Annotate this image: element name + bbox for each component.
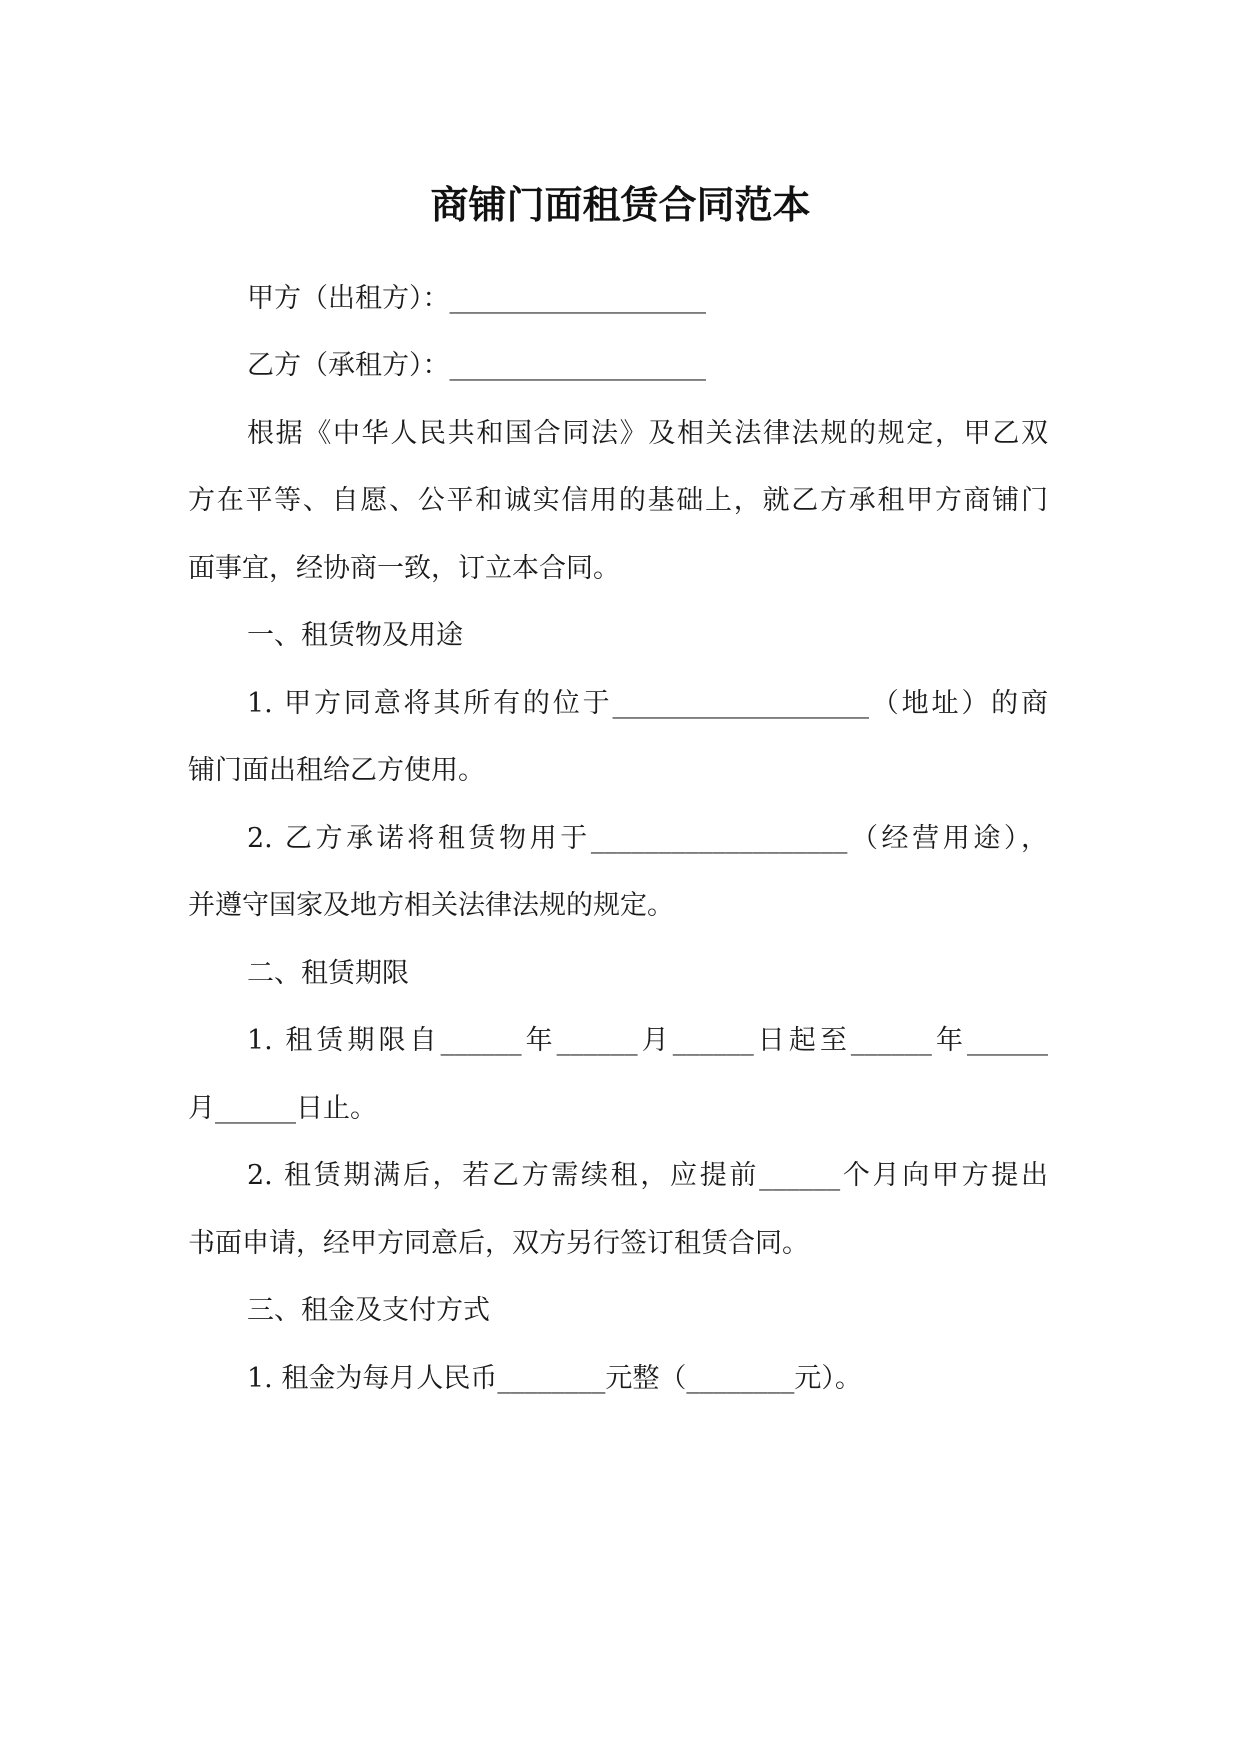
preamble-line-1: 根据《中华人民共和国合同法》及相关法律法规的规定，甲乙双	[247, 418, 1048, 449]
party-b-line: 乙方（承租方）：___________________	[247, 350, 706, 381]
clause-3-1-line-1: 1. 租金为每月人民币________元整（________元）。	[247, 1363, 862, 1394]
clause-1-2-line-1: 2. 乙方承诺将租赁物用于___________________（经营用途），	[247, 823, 1048, 854]
clause-2-1-line-2: 月______日止。	[188, 1093, 377, 1124]
clause-1-1-line-2: 铺门面出租给乙方使用。	[188, 755, 485, 786]
clause-2-2-line-2: 书面申请，经甲方同意后，双方另行签订租赁合同。	[188, 1228, 809, 1259]
preamble-line-3: 面事宜，经协商一致，订立本合同。	[188, 553, 620, 584]
party-a-line: 甲方（出租方）：___________________	[247, 283, 706, 314]
section-heading-1: 一、租赁物及用途	[247, 620, 463, 651]
section-heading-2: 二、租赁期限	[247, 958, 409, 989]
section-heading-3: 三、租金及支付方式	[247, 1295, 490, 1326]
document-title: 商铺门面租赁合同范本	[430, 182, 811, 227]
clause-2-2-line-1: 2. 租赁期满后，若乙方需续租，应提前______个月向甲方提出	[247, 1160, 1048, 1191]
clause-2-1-line-1: 1. 租赁期限自______年______月______日起至______年______	[247, 1025, 1048, 1056]
clause-1-2-line-2: 并遵守国家及地方相关法律法规的规定。	[188, 890, 674, 921]
clause-1-1-line-1: 1. 甲方同意将其所有的位于___________________（地址）的商	[247, 688, 1048, 719]
preamble-line-2: 方在平等、自愿、公平和诚实信用的基础上，就乙方承租甲方商铺门	[188, 485, 1048, 516]
